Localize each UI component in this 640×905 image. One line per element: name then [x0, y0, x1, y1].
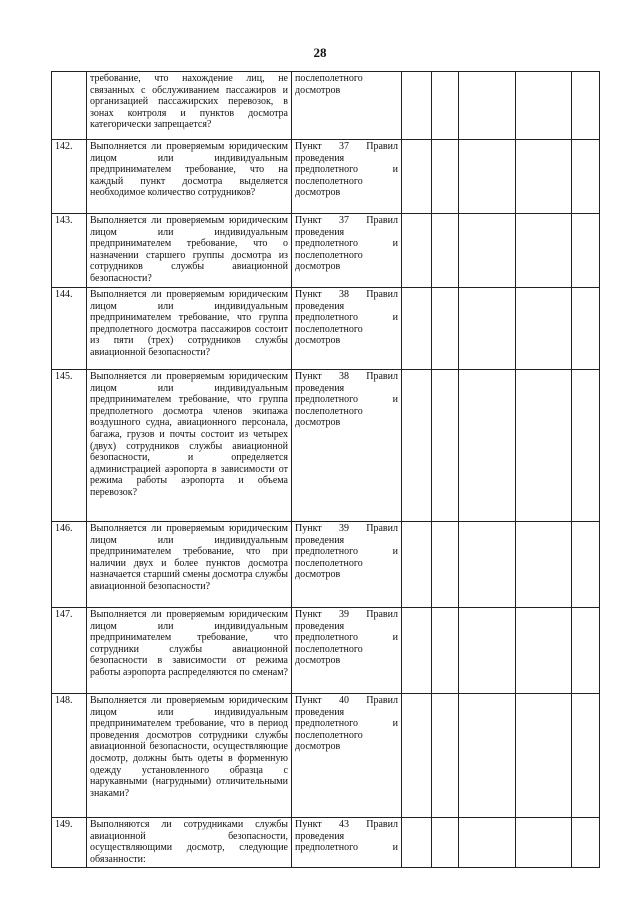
- answer-cell[interactable]: [402, 72, 432, 140]
- answer-cell[interactable]: [572, 214, 600, 288]
- reference-word: предполетного: [295, 164, 358, 176]
- requirement-question: Выполняется ли проверяемым юридическим лицом или индивидуальным предпринимателем требование, что в период проведения досмотров сотрудники службы авиационной безопасности, осуществляющие досмотр, должны быть одеты в форменную одежду установленного образца с нарукавными (нагрудными) отличительными знаками?: [87, 694, 292, 818]
- reference-line: [295, 164, 398, 176]
- reference-line: проведения: [295, 620, 345, 632]
- reference-word: предполетного: [295, 632, 358, 644]
- table-row: [52, 608, 600, 694]
- reference-word: 43: [338, 819, 349, 830]
- table-row: [52, 694, 600, 818]
- checklist-table: [51, 71, 600, 868]
- legal-reference: [292, 694, 402, 818]
- reference-line: [295, 215, 398, 227]
- reference-word: 39: [338, 609, 349, 620]
- answer-cell[interactable]: [516, 694, 572, 818]
- answer-cell[interactable]: [516, 370, 572, 522]
- reference-word: и: [392, 718, 398, 730]
- answer-cell[interactable]: [432, 694, 459, 818]
- reference-word: Пункт: [295, 609, 322, 620]
- answer-cell[interactable]: [516, 140, 572, 214]
- answer-cell[interactable]: [459, 818, 516, 868]
- answer-cell[interactable]: [516, 608, 572, 694]
- row-number: 148.: [52, 694, 87, 818]
- reference-word: 40: [338, 695, 349, 706]
- row-number: 144.: [52, 288, 87, 370]
- reference-line: послеполетного: [295, 405, 363, 417]
- row-number: [52, 72, 87, 140]
- reference-line: послеполетного: [295, 729, 363, 741]
- reference-word: и: [392, 312, 398, 324]
- reference-word: 38: [338, 371, 349, 382]
- answer-cell[interactable]: [402, 140, 432, 214]
- reference-line: [295, 819, 398, 831]
- legal-reference: [292, 522, 402, 608]
- answer-cell[interactable]: [402, 694, 432, 818]
- reference-line: послеполетного: [295, 73, 363, 84]
- answer-cell[interactable]: [572, 694, 600, 818]
- answer-cell[interactable]: [432, 72, 459, 140]
- requirement-question: Выполняется ли проверяемым юридическим лицом или индивидуальным предпринимателем требование, что о назначении старшего группы досмотра из сотрудников службы авиационной безопасности?: [87, 214, 292, 288]
- answer-cell[interactable]: [459, 288, 516, 370]
- table-row: [52, 140, 600, 214]
- answer-cell[interactable]: [572, 140, 600, 214]
- reference-word: и: [392, 238, 398, 250]
- legal-reference: [292, 140, 402, 214]
- reference-line: послеполетного: [295, 643, 363, 655]
- reference-line: проведения: [295, 226, 345, 238]
- reference-word: и: [392, 546, 398, 558]
- table-row: [52, 370, 600, 522]
- answer-cell[interactable]: [572, 370, 600, 522]
- reference-word: 38: [338, 289, 349, 300]
- answer-cell[interactable]: [432, 214, 459, 288]
- reference-line: проведения: [295, 300, 345, 312]
- reference-line: [295, 523, 398, 535]
- requirement-question: Выполняется ли проверяемым юридическим лицом или индивидуальным предпринимателем требование, что группа предполетного досмотра пассажиров состоит из пяти (трех) сотрудников службы авиационной безопасности?: [87, 288, 292, 370]
- legal-reference: [292, 214, 402, 288]
- reference-line: [295, 394, 398, 406]
- reference-line: досмотров: [295, 417, 341, 429]
- reference-word: предполетного: [295, 238, 358, 250]
- reference-word: Правил: [366, 141, 398, 152]
- answer-cell[interactable]: [432, 522, 459, 608]
- reference-word: предполетного: [295, 312, 358, 324]
- row-number: 143.: [52, 214, 87, 288]
- answer-cell[interactable]: [516, 72, 572, 140]
- reference-word: предполетного: [295, 718, 358, 730]
- table-row: [52, 818, 600, 868]
- reference-word: Пункт: [295, 289, 322, 300]
- answer-cell[interactable]: [459, 522, 516, 608]
- checklist-rows: [52, 72, 600, 868]
- answer-cell[interactable]: [402, 522, 432, 608]
- reference-line: досмотров: [295, 84, 341, 96]
- reference-line: проведения: [295, 706, 345, 718]
- reference-line: послеполетного: [295, 175, 363, 187]
- answer-cell[interactable]: [516, 288, 572, 370]
- reference-line: послеполетного: [295, 557, 363, 569]
- legal-reference: [292, 608, 402, 694]
- answer-cell[interactable]: [402, 370, 432, 522]
- answer-cell[interactable]: [432, 288, 459, 370]
- answer-cell[interactable]: [459, 140, 516, 214]
- answer-cell[interactable]: [516, 522, 572, 608]
- reference-line: досмотров: [295, 741, 341, 753]
- answer-cell[interactable]: [459, 694, 516, 818]
- requirement-question: требование, что нахождение лиц, не связанных с обслуживанием пассажиров и организацией пассажирских перевозок, в зонах контроля и пунктов досмотра категорически запрещается?: [87, 72, 292, 140]
- reference-line: послеполетного: [295, 323, 363, 335]
- reference-line: [295, 312, 398, 324]
- reference-line: [295, 289, 398, 301]
- reference-word: Правил: [366, 371, 398, 382]
- row-number: 142.: [52, 140, 87, 214]
- answer-cell[interactable]: [459, 608, 516, 694]
- requirement-question: Выполняются ли сотрудниками службы авиационной безопасности, осуществляющими досмотр, следующие обязанности:: [87, 818, 292, 868]
- reference-word: Правил: [366, 819, 398, 830]
- reference-word: 39: [338, 523, 349, 534]
- table-row: [52, 72, 600, 140]
- reference-line: послеполетного: [295, 249, 363, 261]
- reference-word: Правил: [366, 289, 398, 300]
- answer-cell[interactable]: [572, 522, 600, 608]
- reference-line: [295, 842, 398, 854]
- reference-line: проведения: [295, 152, 345, 164]
- reference-line: [295, 371, 398, 383]
- reference-word: Пункт: [295, 695, 322, 706]
- legal-reference: [292, 370, 402, 522]
- reference-line: [295, 141, 398, 153]
- reference-line: досмотров: [295, 335, 341, 347]
- reference-word: предполетного: [295, 394, 358, 406]
- reference-word: Пункт: [295, 819, 322, 830]
- row-number: 146.: [52, 522, 87, 608]
- table-row: [52, 522, 600, 608]
- reference-word: Правил: [366, 215, 398, 226]
- answer-cell[interactable]: [572, 608, 600, 694]
- answer-cell[interactable]: [572, 72, 600, 140]
- reference-word: Пункт: [295, 141, 322, 152]
- row-number: 149.: [52, 818, 87, 868]
- answer-cell[interactable]: [432, 608, 459, 694]
- legal-reference: [292, 288, 402, 370]
- reference-line: [295, 609, 398, 621]
- reference-line: досмотров: [295, 261, 341, 273]
- answer-cell[interactable]: [459, 370, 516, 522]
- table-row: [52, 288, 600, 370]
- reference-line: [295, 238, 398, 250]
- answer-cell[interactable]: [402, 214, 432, 288]
- answer-cell[interactable]: [432, 818, 459, 868]
- reference-line: проведения: [295, 382, 345, 394]
- reference-word: и: [392, 394, 398, 406]
- answer-cell[interactable]: [516, 818, 572, 868]
- reference-word: Правил: [366, 609, 398, 620]
- reference-line: [295, 546, 398, 558]
- reference-line: досмотров: [295, 655, 341, 667]
- answer-cell[interactable]: [432, 370, 459, 522]
- answer-cell[interactable]: [572, 818, 600, 868]
- reference-line: досмотров: [295, 569, 341, 581]
- answer-cell[interactable]: [459, 72, 516, 140]
- row-number: 145.: [52, 370, 87, 522]
- legal-reference: [292, 818, 402, 868]
- reference-word: предполетного: [295, 546, 358, 558]
- reference-line: [295, 695, 398, 707]
- answer-cell[interactable]: [402, 288, 432, 370]
- row-number: 147.: [52, 608, 87, 694]
- reference-word: и: [392, 632, 398, 644]
- answer-cell[interactable]: [572, 288, 600, 370]
- answer-cell[interactable]: [432, 140, 459, 214]
- reference-word: предполетного: [295, 842, 358, 854]
- reference-line: досмотров: [295, 187, 341, 199]
- reference-line: [295, 718, 398, 730]
- reference-word: и: [392, 842, 398, 854]
- requirement-question: Выполняется ли проверяемым юридическим лицом или индивидуальным предпринимателем требование, что при наличии двух и более пунктов досмотра назначается старший смены досмотра службы авиационной безопасности?: [87, 522, 292, 608]
- answer-cell[interactable]: [459, 214, 516, 288]
- reference-word: Правил: [366, 523, 398, 534]
- reference-line: проведения: [295, 830, 345, 842]
- reference-word: Пункт: [295, 523, 322, 534]
- reference-word: и: [392, 164, 398, 176]
- legal-reference: [292, 72, 402, 140]
- reference-word: Пункт: [295, 371, 322, 382]
- page-number: 28: [313, 45, 327, 60]
- reference-word: 37: [338, 215, 349, 226]
- answer-cell[interactable]: [402, 608, 432, 694]
- reference-line: проведения: [295, 534, 345, 546]
- reference-word: 37: [338, 141, 349, 152]
- answer-cell[interactable]: [402, 818, 432, 868]
- requirement-question: Выполняется ли проверяемым юридическим лицом или индивидуальным предпринимателем требование, что группа предполетного досмотра членов экипажа воздушного судна, авиационного персонала, багажа, грузов и почты состоит из четырех (двух) сотрудников службы авиационной безопасности, и определяется администрацией аэропорта в зависимости от режима работы аэропорта и объема перевозок?: [87, 370, 292, 522]
- reference-word: Пункт: [295, 215, 322, 226]
- requirement-question: Выполняется ли проверяемым юридическим лицом или индивидуальным предпринимателем требование, что на каждый пункт досмотра выделяется необходимое количество сотрудников?: [87, 140, 292, 214]
- reference-word: Правил: [366, 695, 398, 706]
- reference-line: [295, 632, 398, 644]
- answer-cell[interactable]: [516, 214, 572, 288]
- requirement-question: Выполняется ли проверяемым юридическим лицом или индивидуальным предпринимателем требование, что сотрудники службы авиационной безопасности в зависимости от режима работы аэропорта распределяются по сменам?: [87, 608, 292, 694]
- table-row: [52, 214, 600, 288]
